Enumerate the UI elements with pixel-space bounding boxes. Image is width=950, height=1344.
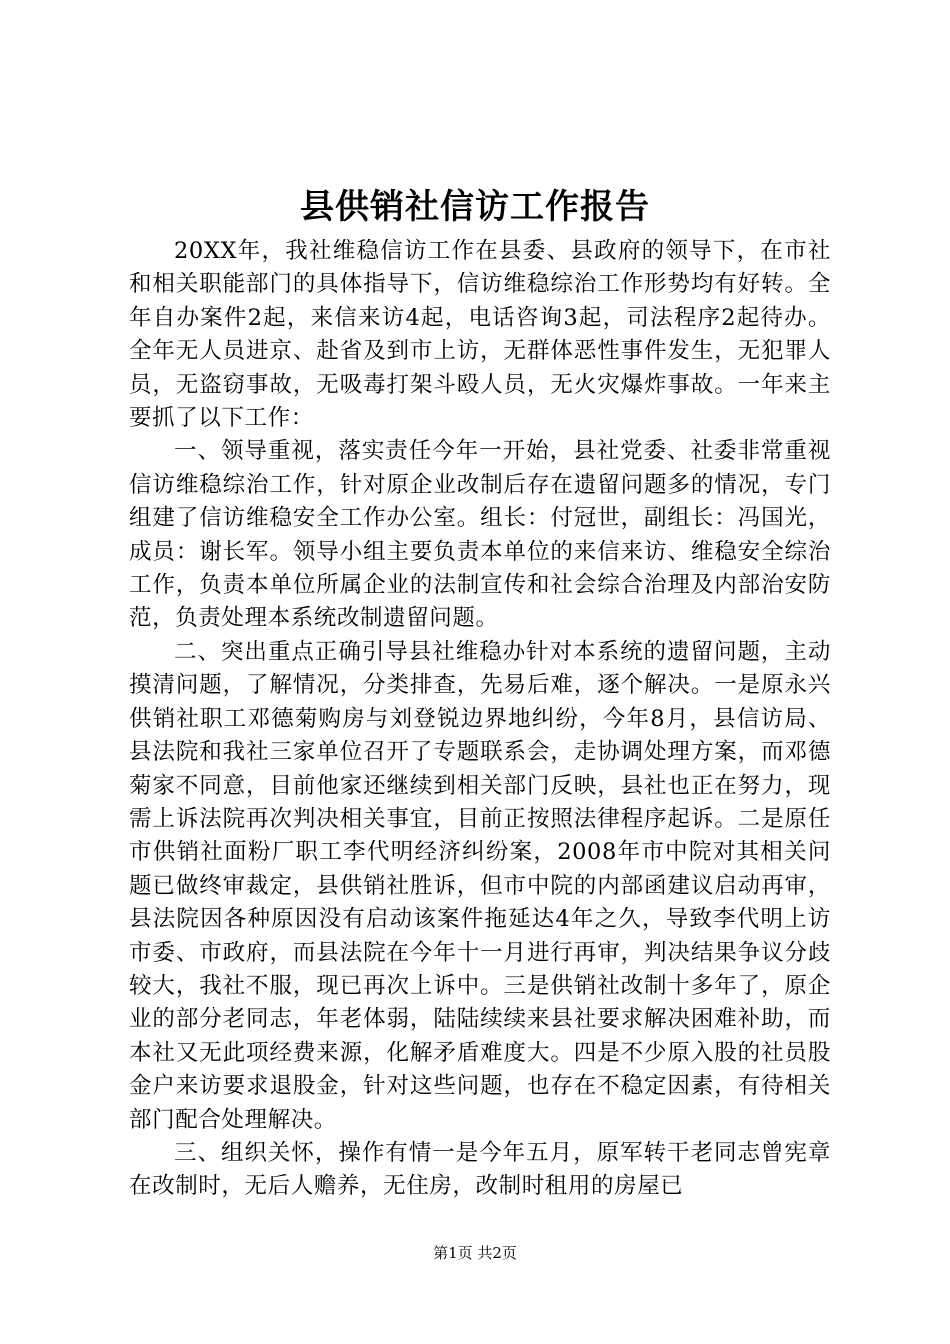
page-number-footer: 第1页 共2页 — [433, 1244, 517, 1262]
document-body — [129, 235, 831, 1204]
document-title: 县供销社信访工作报告 — [300, 187, 650, 227]
paragraph-section-1: 一、领导重视，落实责任今年一开始，县社党委、社委非常重视信访维稳综治工作，针对原企业改制后存在遗留问题多的情况，专门组建了信访维稳安全工作办公室。组长：付冠世，副组长：冯国光，成员：谢长军。领导小组主要负责本单位的来信来访、维稳安全综治工作，负责本单位所属企业的法制宣传和社会综合治理及内部治安防范，负责处理本系统改制遗留问题。 — [129, 438, 831, 632]
paragraph-intro: 20XX年，我社维稳信访工作在县委、县政府的领导下，在市社和相关职能部门的具体指导下，信访维稳综治工作形势均有好转。全年自办案件2起，来信来访4起，电话咨询3起，司法程序2起待办。全年无人员进京、赴省及到市上访，无群体恶性事件发生，无犯罪人员，无盗窃事故，无吸毒打架斗殴人员，无火灾爆炸事故。一年来主要抓了以下工作： — [129, 238, 831, 432]
paragraph-section-2: 二、突出重点正确引导县社维稳办针对本系统的遗留问题，主动摸清问题，了解情况，分类排查，先易后难，逐个解决。一是原永兴供销社职工邓德菊购房与刘登锐边界地纠纷，今年8月，县信访局、县法院和我社三家单位召开了专题联系会，走协调处理方案，而邓德菊家不同意，目前他家还继续到相关部门反映，县社也正在努力，现需上诉法院再次判决相关事宜，目前正按照法律程序起诉。二是原任市供销社面粉厂职工李代明经济纠纷案，2008年市中院对其相关问题已做终审裁定，县供销社胜诉，但市中院的内部函建议启动再审，县法院因各种原因没有启动该案件拖延达4年之久，导致李代明上访市委、市政府，而县法院在今年十一月进行再审，判决结果争议分歧较大，我社不服，现已再次上诉中。三是供销社改制十多年了，原企业的部分老同志，年老体弱，陆陆续续来县社要求解决困难补助，而本社又无此项经费来源，化解矛盾难度大。四是不少原入股的社员股金户来访要求退股金，针对这些问题，也存在不稳定因素，有待相关部门配合处理解决。 — [129, 638, 831, 1133]
paragraph-section-3: 三、组织关怀，操作有情一是今年五月，原军转干老同志曾宪章在改制时，无后人赡养，无住房，改制时租用的房屋已 — [129, 1139, 831, 1200]
